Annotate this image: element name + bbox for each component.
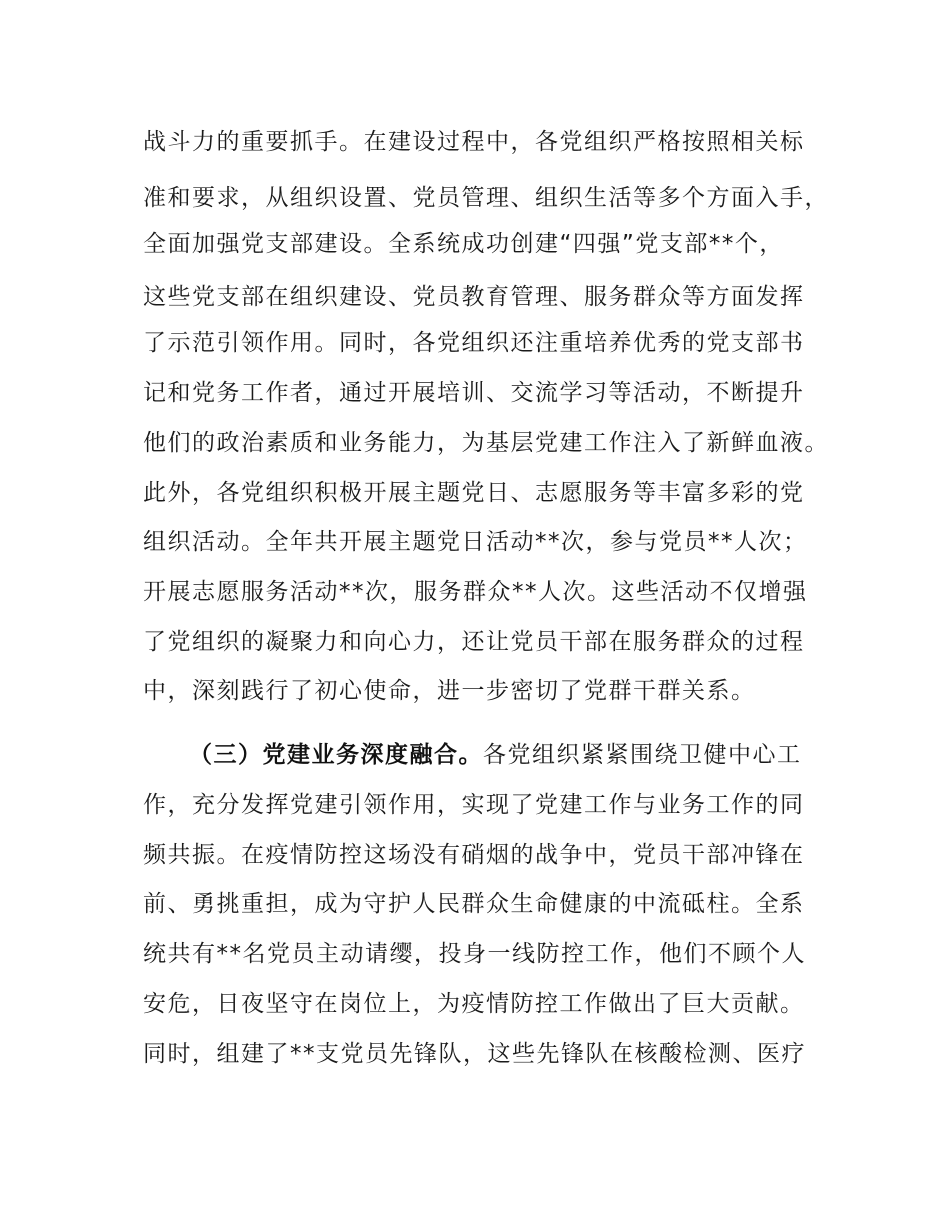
paragraph-1-line-9: 组织活动。全年共开展主题党日活动**次，参与党员**人次； — [143, 529, 808, 555]
paragraph-1-line-3: 全面加强党支部建设。全系统成功创建“四强”党支部**个， — [143, 231, 784, 257]
section-heading: （三）党建业务深度融合。 — [189, 742, 483, 768]
paragraph-1-line-8: 此外，各党组织积极开展主题党日、志愿服务等丰富多彩的党 — [143, 480, 805, 506]
paragraph-1-line-10: 开展志愿服务活动**次，服务群众**人次。这些活动不仅增强 — [143, 579, 808, 605]
paragraph-1-line-11: 了党组织的凝聚力和向心力，还让党员干部在服务群众的过程 — [143, 629, 805, 655]
paragraph-1-line-1: 战斗力的重要抓手。在建设过程中，各党组织严格按照相关标 — [143, 129, 805, 155]
paragraph-2-line-7: 同时，组建了**支党员先锋队，这些先锋队在核酸检测、医疗 — [143, 1041, 806, 1067]
paragraph-1-line-12: 中，深刻践行了初心使命，进一步密切了党群干群关系。 — [143, 678, 756, 704]
paragraph-1-line-4: 这些党支部在组织建设、党员教育管理、服务群众等方面发挥 — [143, 284, 805, 310]
paragraph-1-line-2: 准和要求，从组织设置、党员管理、组织生活等多个方面入手， — [143, 185, 829, 211]
paragraph-1-line-5: 了示范引领作用。同时，各党组织还注重培养优秀的党支部书 — [143, 330, 805, 356]
paragraph-2-line-1 — [189, 740, 802, 770]
paragraph-2-line-4: 前、勇挑重担，成为守护人民群众生命健康的中流砥柱。全系 — [143, 891, 805, 917]
paragraph-1-line-6: 记和党务工作者，通过开展培训、交流学习等活动，不断提升 — [143, 380, 805, 406]
paragraph-2-line-3: 频共振。在疫情防控这场没有硝烟的战争中，党员干部冲锋在 — [143, 842, 805, 868]
paragraph-2-line-1-rest: 各党组织紧紧围绕卫健中心工 — [483, 742, 802, 768]
paragraph-1-line-7: 他们的政治素质和业务能力，为基层党建工作注入了新鲜血液。 — [143, 430, 829, 456]
paragraph-2-line-6: 安危，日夜坚守在岗位上，为疫情防控工作做出了巨大贡献。 — [143, 991, 805, 1017]
paragraph-2-line-2: 作，充分发挥党建引领作用，实现了党建工作与业务工作的同 — [143, 792, 805, 818]
paragraph-2-line-5: 统共有**名党员主动请缨，投身一线防控工作，他们不顾个人 — [143, 941, 806, 967]
